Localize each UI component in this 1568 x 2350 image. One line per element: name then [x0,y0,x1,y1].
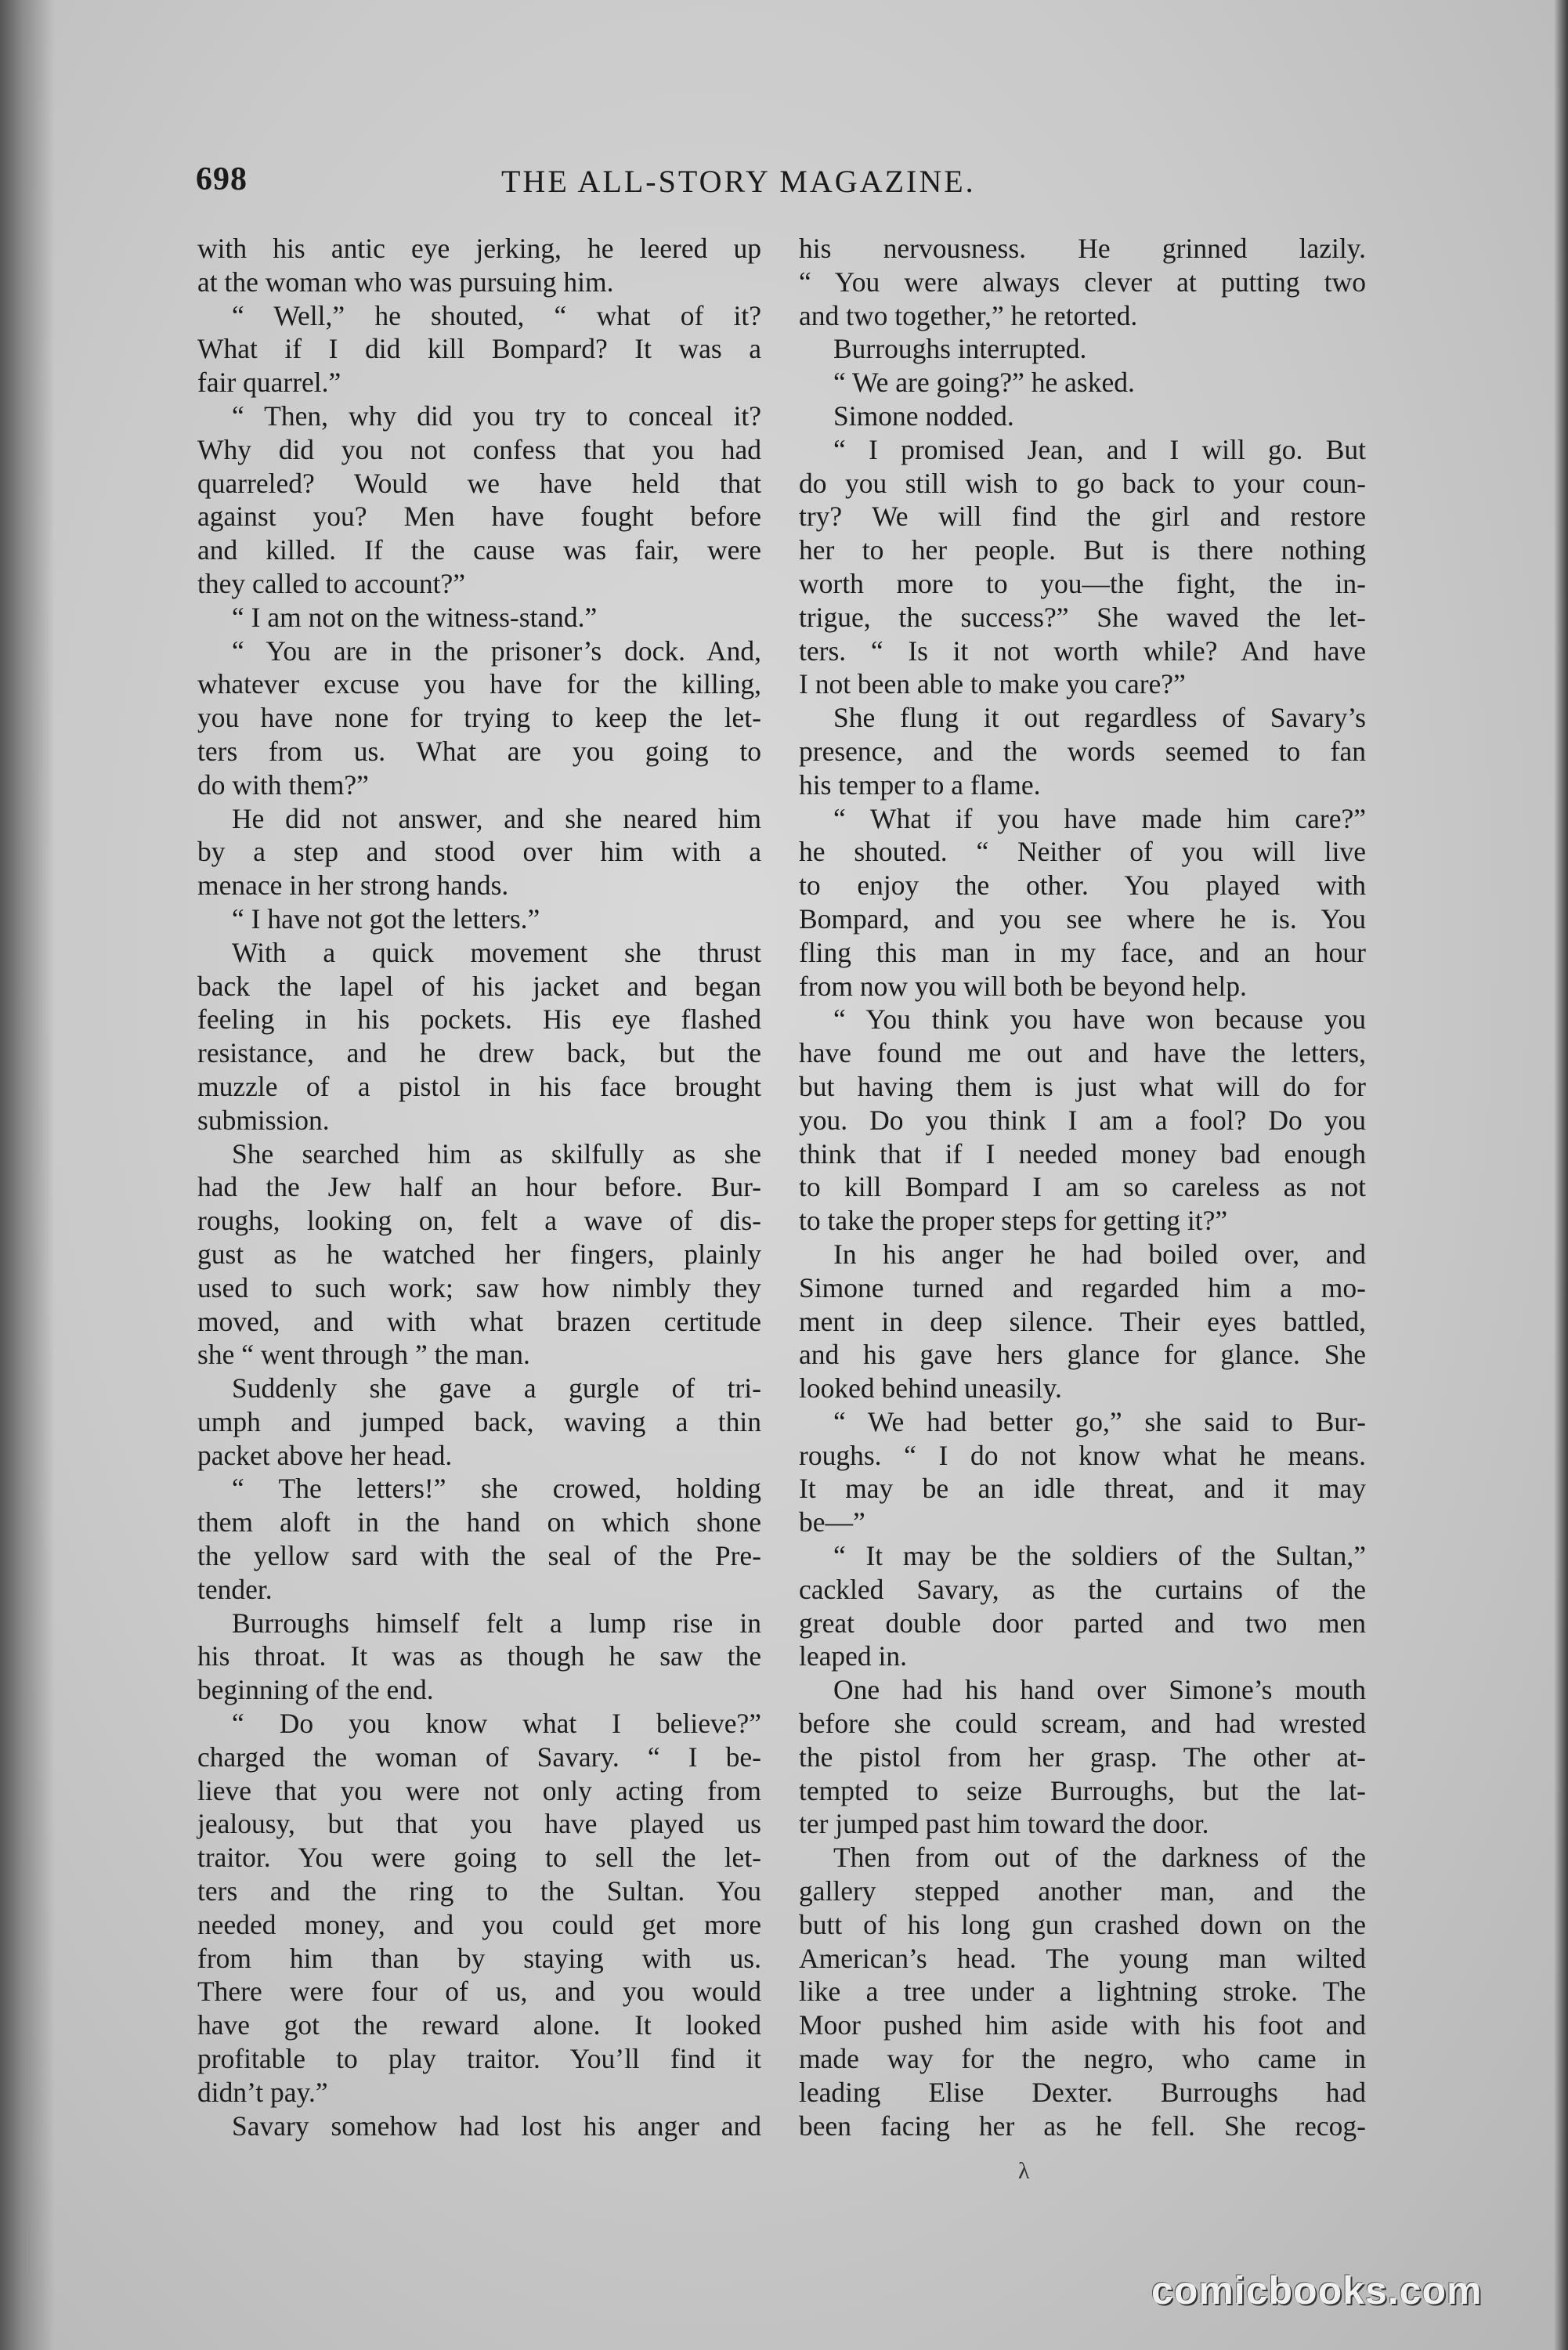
text-line: He did not answer, and she neared him [232,802,761,834]
text-line: looked behind uneasily. [799,1372,1062,1405]
text-column-right [799,232,1366,2142]
text-line: have found me out and have the letters, [799,1037,1366,1069]
text-line: “ What if you have made him care?” [833,802,1366,834]
scan-left-shadow [0,0,55,2350]
text-line: his throat. It was as though he saw the [197,1640,761,1672]
text-line: his temper to a flame. [799,768,1041,801]
text-line: Suddenly she gave a gurgle of tri- [232,1372,761,1405]
text-line: with his antic eye jerking, he leered up [197,233,761,264]
text-line: Bompard, and you see where he is. You [799,902,1366,935]
text-line: from now you will both be beyond help. [799,970,1247,1002]
text-line: do with them?” [197,768,369,801]
text-column-left [197,232,761,2142]
text-line: “ We had better go,” she said to Bur- [833,1405,1366,1437]
text-line: and two together,” he retorted. [799,299,1138,331]
text-line: gallery stepped another man, and the [799,1875,1366,1907]
text-line: tender. [197,1573,273,1605]
text-line: have got the reward alone. It looked [197,2009,761,2041]
text-line: from him than by staying with us. [197,1942,761,1974]
text-line: One had his hand over Simone’s mouth [833,1674,1366,1706]
text-line: and killed. If the cause was fair, were [197,534,761,566]
text-line: roughs. “ I do not know what he means. [799,1439,1366,1471]
text-line: to enjoy the other. You played with [799,870,1366,902]
text-line: ters. “ Is it not worth while? And have [799,634,1366,667]
signature-mark: λ [1018,2158,1030,2184]
text-line: needed money, and you could get more [197,1908,761,1940]
text-line: presence, and the words seemed to fan [799,735,1366,767]
text-line: back the lapel of his jacket and began [197,970,761,1002]
text-line: ters and the ring to the Sultan. You [197,1875,761,1907]
text-line: fair quarrel.” [197,367,341,399]
text-line: In his anger he had boiled over, and [833,1238,1366,1270]
text-line: “ Well,” he shouted, “ what of it? [232,299,761,331]
text-line: moved, and with what brazen certitude [197,1305,761,1337]
text-line: her to her people. But is there nothing [799,534,1366,566]
text-line: to take the proper steps for getting it?” [799,1205,1228,1237]
text-line: used to such work; saw how nimbly they [197,1271,761,1303]
text-line: think that if I needed money bad enough [799,1137,1366,1170]
text-line: “ Then, why did you try to conceal it? [232,400,761,432]
text-line: “ I am not on the witness-stand.” [232,601,598,633]
text-line: Then from out of the darkness of the [833,1842,1366,1874]
text-line: packet above her head. [197,1439,453,1471]
text-line: leaped in. [799,1640,907,1672]
text-line: “ Do you know what I believe?” [232,1708,761,1740]
text-line: There were four of us, and you would [197,1976,761,2008]
text-line: be—” [799,1506,865,1538]
text-line: the yellow sard with the seal of the Pre- [197,1540,761,1572]
text-line: “ I have not got the letters.” [232,902,540,935]
text-line: She searched him as skilfully as she [232,1137,761,1170]
text-line: She flung it out regardless of Savary’s [833,702,1366,734]
scan-right-edge [1554,0,1568,2350]
text-line: his nervousness. He grinned lazily. [799,233,1366,264]
text-line: “ You think you have won because you [833,1003,1366,1036]
text-line: you. Do you think I am a fool? Do you [799,1104,1366,1136]
text-line: Simone nodded. [833,400,1014,432]
text-line: “ You are in the prisoner’s dock. And, [232,634,761,667]
text-line: whatever excuse you have for the killing, [197,668,761,700]
text-line: “ The letters!” she crowed, holding [232,1473,761,1505]
text-line: butt of his long gun crashed down on the [799,1908,1366,1940]
text-line: ters from us. What are you going to [197,735,761,767]
page-number: 698 [196,161,247,197]
text-line: by a step and stood over him with a [197,836,761,868]
text-line: With a quick movement she thrust [232,936,761,968]
text-line: resistance, and he drew back, but the [197,1037,761,1069]
text-line: What if I did kill Bompard? It was a [197,333,761,365]
text-line: beginning of the end. [197,1674,434,1706]
text-line: against you? Men have fought before [197,501,761,533]
text-line: them aloft in the hand on which shone [197,1506,761,1538]
text-line: Why did you not confess that you had [197,433,761,465]
text-line: umph and jumped back, waving a thin [197,1405,761,1437]
text-line: Simone turned and regarded him a mo- [799,1271,1366,1303]
text-line: tempted to seize Burroughs, but the lat- [799,1774,1366,1806]
text-line: at the woman who was pursuing him. [197,266,614,298]
text-line: American’s head. The young man wilted [799,1942,1366,1974]
text-line: I not been able to make you care?” [799,668,1186,700]
text-line: he shouted. “ Neither of you will live [799,836,1366,868]
text-line: profitable to play traitor. You’ll find it [197,2043,761,2075]
text-line: before she could scream, and had wrested [799,1708,1366,1740]
text-line: leading Elise Dexter. Burroughs had [799,2076,1366,2108]
text-line: feeling in his pockets. His eye flashed [197,1003,761,1036]
text-line: jealousy, but that you have played us [197,1808,761,1840]
text-line: but having them is just what will do for [799,1070,1366,1102]
text-line: fling this man in my face, and an hour [799,936,1366,968]
text-line: she “ went through ” the man. [197,1339,530,1371]
text-line: menace in her strong hands. [197,870,509,902]
text-line: “ I promised Jean, and I will go. But [833,433,1366,465]
text-line: trigue, the success?” She waved the let- [799,601,1366,633]
text-line: the pistol from her grasp. The other at- [799,1741,1366,1773]
text-line: try? We will find the girl and restore [799,501,1366,533]
text-line: you have none for trying to keep the let- [197,702,761,734]
text-line: had the Jew half an hour before. Bur- [197,1171,761,1203]
text-line: “ You were always clever at putting two [799,266,1366,298]
running-title: THE ALL-STORY MAGAZINE. [501,164,976,199]
text-line: they called to account?” [197,567,465,599]
text-line: didn’t pay.” [197,2076,328,2108]
text-line: roughs, looking on, felt a wave of dis- [197,1205,761,1237]
text-line: charged the woman of Savary. “ I be- [197,1741,761,1773]
text-line: Burroughs interrupted. [833,333,1087,365]
text-line: to kill Bompard I am so careless as not [799,1171,1366,1203]
text-line: been facing her as he fell. She recog- [799,2110,1366,2142]
text-line: and his gave hers glance for glance. She [799,1339,1366,1371]
text-line: “ We are going?” he asked. [833,367,1135,399]
text-line: Burroughs himself felt a lump rise in [232,1607,761,1639]
text-line: great double door parted and two men [799,1607,1366,1639]
text-line: ment in deep silence. Their eyes battled, [799,1305,1366,1337]
text-line: ter jumped past him toward the door. [799,1808,1209,1840]
text-line: do you still wish to go back to your coun- [799,467,1366,499]
text-line: like a tree under a lightning stroke. The [799,1976,1366,2008]
text-line: submission. [197,1104,330,1136]
text-line: traitor. You were going to sell the let- [197,1842,761,1874]
text-line: muzzle of a pistol in his face brought [197,1070,761,1102]
text-line: lieve that you were not only acting from [197,1774,761,1806]
text-line: Moor pushed him aside with his foot and [799,2009,1366,2041]
text-line: cackled Savary, as the curtains of the [799,1573,1366,1605]
text-line: “ It may be the soldiers of the Sultan,” [833,1540,1366,1572]
watermark: comicbooks.com [1151,2269,1483,2312]
text-line: made way for the negro, who came in [799,2043,1366,2075]
text-line: worth more to you—the fight, the in- [799,567,1366,599]
text-line: quarreled? Would we have held that [197,467,761,499]
text-line: gust as he watched her fingers, plainly [197,1238,761,1270]
text-line: Savary somehow had lost his anger and [232,2110,761,2142]
text-line: It may be an idle threat, and it may [799,1473,1366,1505]
